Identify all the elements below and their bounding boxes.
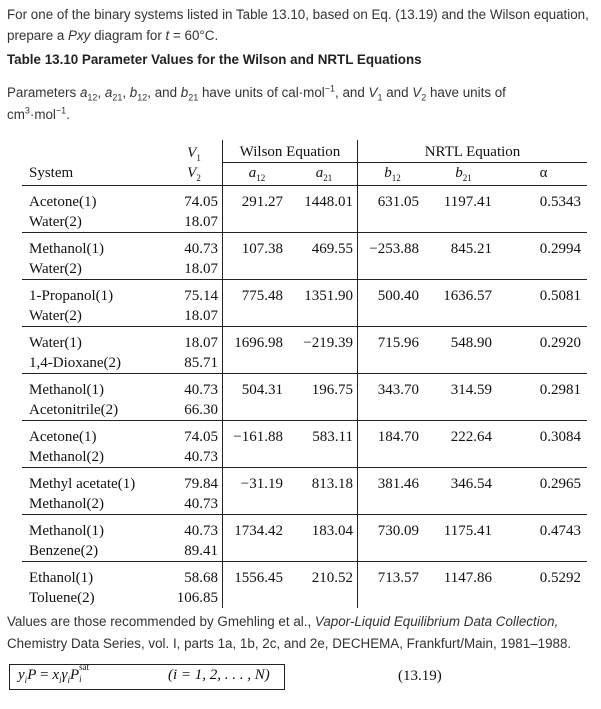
table-row [22,327,587,374]
b12-cell: 500.40 [358,280,428,327]
b21-cell: 222.64 [427,421,500,468]
a12-cell: −31.19 [223,468,292,515]
volume-cell: 75.14 18.07 [166,280,223,327]
b12-cell: 184.70 [358,421,428,468]
b21-cell: 346.54 [427,468,500,515]
table-row [22,233,587,280]
a21-cell: 469.55 [291,233,358,280]
problem-text-1: For one of the binary systems listed in Table 13.10, based on Eq. (13.19) and the Wilson equation, prepare a [7,7,589,43]
system-cell: Acetone(1) Methanol(2) [22,421,166,468]
b21-cell: 314.59 [427,374,500,421]
a21-cell: 210.52 [291,562,358,609]
b12-cell: 713.57 [377,570,419,586]
b21-cell: 1175.41 [427,515,500,562]
a12-cell: 107.38 [223,233,292,280]
a12-cell: 1556.45 [234,570,283,586]
table-row [22,421,587,468]
alpha-cell: 0.5343 [500,186,587,233]
alpha-cell: 0.5081 [500,280,587,327]
table-row [22,562,587,609]
table-row [22,515,587,562]
b12-cell: 730.09 [358,515,428,562]
a21-cell: 813.18 [291,468,358,515]
a21-cell: 1448.01 [291,186,358,233]
table-row [22,186,587,233]
header-row-1 [22,140,587,163]
header-system: System [22,163,166,186]
a12-cell: 291.27 [223,186,292,233]
header-b12: $b_{12}$ [358,163,428,186]
parameter-table [22,140,587,608]
system-cell: Methanol(1) Benzene(2) [22,515,166,562]
alpha-cell: 0.2994 [500,233,587,280]
header-alpha: α [500,163,587,186]
volume-cell: 58.68 106.85 [166,562,223,609]
b21-cell: 1197.41 [427,186,500,233]
system-cell: Ethanol(1) Toluene(2) [29,570,95,606]
header-b21: $b_{21}$ [427,163,500,186]
system-cell: Methanol(1) Acetonitrile(2) [22,374,166,421]
volume-cell: 74.05 40.73 [166,421,223,468]
a12-cell: 1734.42 [223,515,292,562]
b21-cell: 845.21 [427,233,500,280]
problem-statement [7,4,592,46]
alpha-cell: 0.3084 [500,421,587,468]
header-wilson: Wilson Equation [223,140,358,163]
b12-cell: 631.05 [358,186,428,233]
table-row [22,374,587,421]
b21-cell: 1636.57 [427,280,500,327]
system-cell: Methyl acetate(1) Methanol(2) [22,468,166,515]
header-v1: $V_1$ [166,140,223,163]
alpha-cell: 0.5292 [539,570,581,586]
system-cell: Water(1) 1,4-Dioxane(2) [22,327,166,374]
header-row-2 [22,163,587,186]
volume-cell: 79.84 40.73 [166,468,223,515]
header-v2: $V_2$ [166,163,223,186]
equation-box [9,664,285,690]
b21-cell: 548.90 [427,327,500,374]
system-cell: 1-Propanol(1) Water(2) [22,280,166,327]
a12-cell: 1696.98 [223,327,292,374]
equation-condition: (i = 1, 2, . . . , N) [168,667,270,683]
pxy-label: Pxy [68,28,91,43]
units-note: Parameters $a_{12}$, $a_{21}$, $b_{12}$, and $b_{21}$ have units of cal·mol$^{-1}$, and $V_1$ and $V_2$ have units of $cm^3\cdot mol^{-1}$. [7,83,506,122]
header-nrtl: NRTL Equation [358,140,588,163]
b21-cell: 1147.86 [443,570,492,586]
system-cell: Methanol(1) Water(2) [22,233,166,280]
volume-cell: 18.07 85.71 [166,327,223,374]
table-row [22,468,587,515]
b12-cell: −253.88 [358,233,428,280]
problem-text-3: = 60°C. [169,28,219,43]
alpha-cell: 0.2965 [500,468,587,515]
alpha-cell: 0.2981 [500,374,587,421]
table-title: Table 13.10 Parameter Values for the Wilson and NRTL Equations [7,52,422,67]
b12-cell: 381.46 [358,468,428,515]
table-footnote: Values are those recommended by Gmehling et al., Vapor-Liquid Equilibrium Data Collection, Chemistry Data Series, vol. I, parts 1a, 1b, 2c, and 2e, DECHEMA, Frankfurt/Main, 1981–1988. [7,614,572,651]
problem-text-2: diagram for [90,28,166,43]
a21-cell: 196.75 [291,374,358,421]
table-body [22,186,587,609]
alpha-cell: 0.4743 [500,515,587,562]
equation-expression: $y_iP = x_i\gamma_iP$ sat i [18,662,90,685]
b12-cell: 715.96 [358,327,428,374]
t-variable: t [165,28,170,43]
parameter-table-container [22,140,587,606]
alpha-cell: 0.2920 [500,327,587,374]
header-a12: $a_{12}$ [223,163,292,186]
equation-number: (13.19) [398,668,442,684]
table-row [22,280,587,327]
volume-cell: 40.73 66.30 [166,374,223,421]
a12-cell: 504.31 [223,374,292,421]
a21-cell: −219.39 [291,327,358,374]
header-a21: $a_{21}$ [291,163,358,186]
volume-cell: 74.05 18.07 [166,186,223,233]
a21-cell: 583.11 [291,421,358,468]
system-cell: Acetone(1) Water(2) [22,186,166,233]
b12-cell: 343.70 [358,374,428,421]
volume-cell: 40.73 18.07 [166,233,223,280]
a21-cell: 1351.90 [291,280,358,327]
a21-cell: 183.04 [291,515,358,562]
a12-cell: 775.48 [223,280,292,327]
a12-cell: −161.88 [223,421,292,468]
volume-cell: 40.73 89.41 [166,515,223,562]
